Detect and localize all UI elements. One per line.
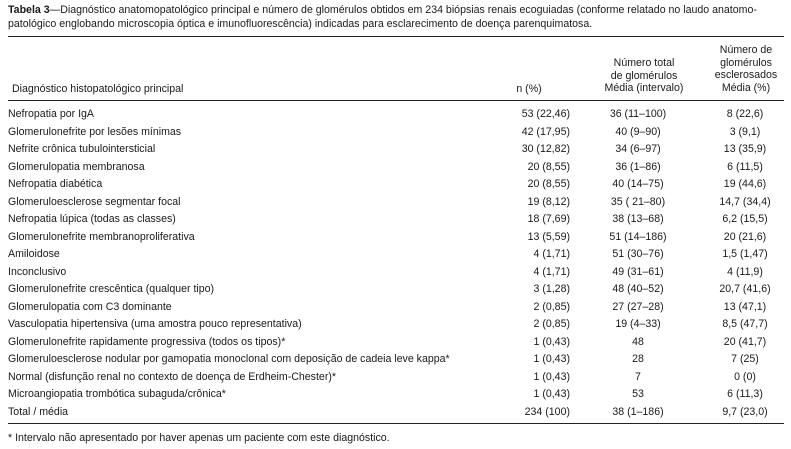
cell-diagnosis: Glomerulonefrite por lesões mínimas: [8, 125, 182, 138]
cell-n-percent: 1 (0,43): [533, 388, 570, 400]
header-scler-line2: glomérulos: [720, 56, 772, 69]
cell-n-percent: 4 (1,71): [533, 248, 570, 260]
table-row: [8, 141, 784, 159]
cell-diagnosis: Glomerulopatia com C3 dominante: [8, 300, 172, 313]
cell-sclerosed: 3 (9,1): [729, 125, 761, 138]
table-row: [8, 229, 784, 247]
cell-sclerosed: 6,2 (15,5): [722, 213, 768, 225]
cell-total-glomeruli: 48: [632, 335, 644, 348]
cell-diagnosis: Microangiopatia trombótica subaguda/crônica*: [8, 388, 226, 400]
cell-sclerosed: 20,7 (41,6): [719, 283, 771, 295]
cell-diagnosis: Nefropatia lúpica (todas as classes): [8, 213, 176, 225]
cell-total-glomeruli: 34 (6–97): [615, 143, 661, 155]
cell-total-glomeruli: 51 (14–186): [609, 230, 667, 243]
cell-total-glomeruli: 28: [632, 353, 644, 365]
cell-diagnosis: Normal (disfunção renal no contexto de doença de Erdheim-Chester)*: [8, 370, 336, 383]
cell-n-percent: 20 (8,55): [527, 160, 570, 173]
table-row: [8, 404, 784, 422]
cell-sclerosed: 6 (11,5): [727, 160, 763, 173]
table-row: [8, 334, 784, 352]
cell-n-percent: 13 (5,59): [527, 230, 570, 243]
table-row: [8, 264, 784, 282]
cell-total-glomeruli: 53: [632, 388, 644, 400]
table-row: [8, 386, 784, 404]
cell-total-glomeruli: 48 (40–52): [612, 283, 664, 295]
cell-total-glomeruli: 19 (4–33): [615, 318, 661, 330]
cell-sclerosed: 1,5 (1,47): [722, 248, 768, 260]
cell-sclerosed: 0 (0): [734, 370, 756, 383]
cell-n-percent: 2 (0,85): [533, 300, 570, 313]
cell-sclerosed: 14,7 (34,4): [719, 195, 771, 208]
header-rule: [8, 100, 784, 101]
cell-total-glomeruli: 49 (31–61): [612, 265, 664, 278]
header-sclerosed-glomeruli: [704, 44, 788, 94]
table-row: [8, 211, 784, 229]
cell-diagnosis: Total / média: [8, 405, 69, 418]
cell-total-glomeruli: 38 (1–186): [612, 405, 664, 418]
cell-diagnosis: Glomerulonefrite membranoproliferativa: [8, 230, 195, 243]
header-scler-line4: Média (%): [721, 81, 771, 94]
table-caption: [8, 3, 784, 31]
header-n-percent: n (%): [516, 83, 542, 95]
cell-diagnosis: Inconclusivo: [8, 265, 67, 278]
cell-sclerosed: 7 (25): [731, 353, 759, 365]
cell-diagnosis: Glomeruloesclerose nodular por gamopatia monoclonal com deposição de cadeia leve kappa*: [8, 353, 450, 365]
cell-total-glomeruli: 35 ( 21–80): [610, 195, 666, 208]
table-row: [8, 106, 784, 124]
cell-diagnosis: Nefrite crônica tubulointersticial: [8, 143, 156, 155]
cell-total-glomeruli: 40 (9–90): [615, 125, 661, 138]
cell-diagnosis: Glomeruloesclerose segmentar focal: [8, 195, 181, 208]
cell-total-glomeruli: 36 (1–86): [615, 160, 661, 173]
cell-total-glomeruli: 36 (11–100): [609, 108, 667, 120]
cell-n-percent: 1 (0,43): [533, 370, 570, 383]
cell-sclerosed: 9,7 (23,0): [722, 405, 768, 418]
caption-text: —Diagnóstico anatomopatológico principal e número de glomérulos obtidos em 234 biópsias renais ecoguiadas (conforme relatado no laudo anatomo-patológico englobando microscopia óptica e imunofluorescência) indicadas para esclarecimento de doença parenquimatosa.: [8, 4, 757, 30]
header-scler-line1: Número de: [719, 44, 773, 56]
table-row: [8, 176, 784, 194]
cell-diagnosis: Glomerulopatia membranosa: [8, 160, 145, 173]
table-row: [8, 316, 784, 334]
header-diagnosis: Diagnóstico histopatológico principal: [12, 83, 184, 95]
cell-sclerosed: 13 (47,1): [723, 300, 767, 313]
cell-n-percent: 53 (22,46): [521, 108, 570, 120]
cell-diagnosis: Amiloidose: [8, 248, 60, 260]
top-rule: [8, 36, 784, 37]
table-row: [8, 299, 784, 317]
cell-n-percent: 1 (0,43): [533, 353, 570, 365]
table-footnote: * Intervalo não apresentado por haver apenas um paciente com este diagnóstico.: [8, 432, 390, 444]
cell-sclerosed: 13 (35,9): [723, 143, 767, 155]
cell-n-percent: 20 (8,55): [527, 178, 570, 190]
table-row: [8, 124, 784, 142]
cell-sclerosed: 4 (11,9): [727, 265, 763, 278]
cell-n-percent: 19 (8,12): [527, 195, 570, 208]
cell-total-glomeruli: 40 (14–75): [612, 178, 664, 190]
cell-diagnosis: Glomerulonefrite crescêntica (qualquer tipo): [8, 283, 215, 295]
table-row: [8, 369, 784, 387]
cell-n-percent: 2 (0,85): [533, 318, 570, 330]
cell-total-glomeruli: 7: [635, 370, 641, 383]
cell-n-percent: 4 (1,71): [533, 265, 570, 278]
cell-n-percent: 1 (0,43): [533, 335, 570, 348]
cell-sclerosed: 6 (11,3): [727, 388, 763, 400]
cell-sclerosed: 20 (41,7): [723, 335, 767, 348]
cell-n-percent: 3 (1,28): [533, 283, 570, 295]
cell-diagnosis: Vasculopatia hipertensiva (uma amostra pouco representativa): [8, 318, 302, 330]
header-total-line1: Número total: [613, 57, 675, 69]
table-row: [8, 281, 784, 299]
header-total-glomeruli: [588, 57, 700, 95]
data-table: [8, 106, 784, 421]
caption-label: Tabela 3: [8, 4, 50, 16]
cell-n-percent: 234 (100): [524, 405, 570, 418]
cell-sclerosed: 19 (44,6): [723, 178, 767, 190]
table-row: [8, 159, 784, 177]
cell-diagnosis: Glomerulonefrite rapidamente progressiva (todos os tipos)*: [8, 335, 286, 348]
header-total-line3: Média (intervalo): [604, 82, 684, 94]
table-row: [8, 194, 784, 212]
header-total-line2: de glomérulos: [610, 69, 678, 82]
cell-n-percent: 18 (7,69): [527, 213, 570, 225]
bottom-rule: [8, 423, 784, 424]
cell-total-glomeruli: 51 (30–76): [612, 248, 664, 260]
cell-sclerosed: 20 (21,6): [723, 230, 767, 243]
cell-total-glomeruli: 27 (27–28): [612, 300, 664, 313]
table-row: [8, 351, 784, 369]
cell-total-glomeruli: 38 (13–68): [612, 213, 664, 225]
cell-sclerosed: 8,5 (47,7): [722, 318, 768, 330]
cell-diagnosis: Nefropatia por IgA: [8, 108, 94, 120]
table-row: [8, 246, 784, 264]
header-scler-line3: esclerosados: [714, 69, 778, 81]
cell-n-percent: 42 (17,95): [521, 125, 570, 138]
cell-n-percent: 30 (12,82): [521, 143, 570, 155]
cell-sclerosed: 8 (22,6): [726, 108, 764, 120]
cell-diagnosis: Nefropatia diabética: [8, 178, 103, 190]
